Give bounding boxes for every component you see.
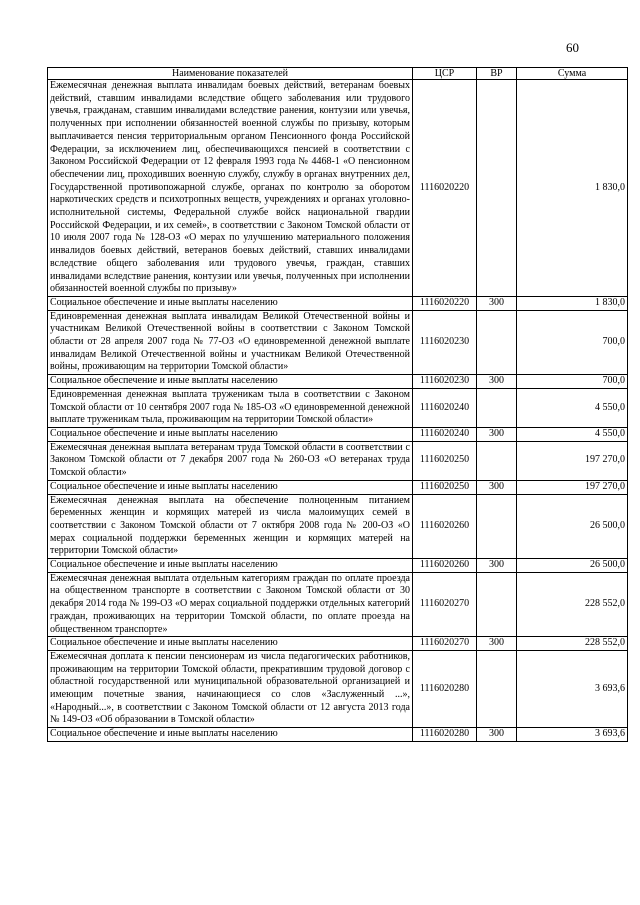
row-vr: 300 [477, 728, 517, 742]
row-csr: 1116020260 [413, 494, 477, 559]
header-csr: ЦСР [413, 68, 477, 80]
row-name: Социальное обеспечение и иные выплаты населению [48, 375, 413, 389]
row-vr [477, 494, 517, 559]
header-name: Наименование показателей [48, 68, 413, 80]
row-sum: 1 830,0 [517, 80, 628, 297]
row-name: Социальное обеспечение и иные выплаты населению [48, 480, 413, 494]
row-name: Ежемесячная денежная выплата на обеспечение полноценным питанием беременных женщин и кормящих матерей из числа малоимущих семей в соответствии с Законом Томской области от 7 октября 2008 года № 200-ОЗ «О мерах социальной поддержки беременных женщин и кормящих матерей на территории Томской области» [48, 494, 413, 559]
row-vr [477, 650, 517, 727]
budget-table [47, 67, 628, 742]
table-row [48, 494, 628, 559]
row-sum: 197 270,0 [517, 441, 628, 480]
row-csr: 1116020250 [413, 441, 477, 480]
row-name: Социальное обеспечение и иные выплаты населению [48, 637, 413, 651]
row-sum: 700,0 [517, 375, 628, 389]
table-row [48, 637, 628, 651]
row-sum: 26 500,0 [517, 559, 628, 573]
row-csr: 1116020240 [413, 388, 477, 427]
header-vr: ВР [477, 68, 517, 80]
table-row [48, 310, 628, 375]
row-sum: 4 550,0 [517, 427, 628, 441]
row-name: Социальное обеспечение и иные выплаты населению [48, 296, 413, 310]
table-row [48, 441, 628, 480]
row-name: Ежемесячная денежная выплата отдельным категориям граждан по оплате проезда на общественном транспорте в соответствии с Законом Томской области от 30 декабря 2014 года № 199-ОЗ «О мерах социальной поддержки отдельных категорий граждан, проживающих на территории Томской области, по оплате проезда на общественном транспорте» [48, 572, 413, 637]
row-csr: 1116020230 [413, 375, 477, 389]
row-vr [477, 80, 517, 297]
row-sum: 228 552,0 [517, 637, 628, 651]
row-sum: 700,0 [517, 310, 628, 375]
row-sum: 3 693,6 [517, 650, 628, 727]
row-vr: 300 [477, 375, 517, 389]
row-name: Ежемесячная денежная выплата ветеранам труда Томской области в соответствии с Законом Томской области от 7 декабря 2007 года № 260-ОЗ «О ветеранах труда Томской области» [48, 441, 413, 480]
row-csr: 1116020220 [413, 296, 477, 310]
row-csr: 1116020270 [413, 572, 477, 637]
row-name: Единовременная денежная выплата инвалидам Великой Отечественной войны и участникам Великой Отечественной войны в соответствии с Законом Томской области от 28 апреля 2007 года № 77-ОЗ «О единовременной денежной выплате инвалидам Великой Отечественной войны и участникам Великой Отечественной войны, проживающим на территории Томской области» [48, 310, 413, 375]
row-sum: 1 830,0 [517, 296, 628, 310]
row-vr: 300 [477, 480, 517, 494]
table-row [48, 388, 628, 427]
row-csr: 1116020280 [413, 650, 477, 727]
row-vr [477, 388, 517, 427]
row-name: Единовременная денежная выплата труженикам тыла в соответствии с Законом Томской области от 10 сентября 2007 года № 185-ОЗ «О единовременной денежной выплате труженикам тыла, проживающим на территории Томской области» [48, 388, 413, 427]
row-vr [477, 572, 517, 637]
row-vr: 300 [477, 637, 517, 651]
header-sum: Сумма [517, 68, 628, 80]
row-vr: 300 [477, 427, 517, 441]
table-row [48, 650, 628, 727]
row-sum: 4 550,0 [517, 388, 628, 427]
row-sum: 228 552,0 [517, 572, 628, 637]
table-row [48, 728, 628, 742]
row-csr: 1116020230 [413, 310, 477, 375]
row-name: Социальное обеспечение и иные выплаты населению [48, 728, 413, 742]
row-name: Ежемесячная доплата к пенсии пенсионерам из числа педагогических работников, проживающим на территории Томской области, прекратившим трудовой договор с областной государственной или муниципальной образовательной организацией и имеющим почетные звания, начинающиеся со слов «Заслуженный ...», «Народный...», в соответствии с Законом Томской области от 12 августа 2013 года № 149-ОЗ «Об образовании в Томской области» [48, 650, 413, 727]
table-row [48, 375, 628, 389]
table-row [48, 480, 628, 494]
row-csr: 1116020250 [413, 480, 477, 494]
row-csr: 1116020240 [413, 427, 477, 441]
table-row [48, 296, 628, 310]
row-vr: 300 [477, 559, 517, 573]
row-name: Социальное обеспечение и иные выплаты населению [48, 427, 413, 441]
row-sum: 3 693,6 [517, 728, 628, 742]
page-number: 60 [566, 40, 579, 55]
table-row [48, 80, 628, 297]
table-row [48, 572, 628, 637]
row-csr: 1116020270 [413, 637, 477, 651]
row-vr [477, 441, 517, 480]
row-vr [477, 310, 517, 375]
table-header-row [48, 68, 628, 80]
row-csr: 1116020220 [413, 80, 477, 297]
table-row [48, 559, 628, 573]
row-sum: 197 270,0 [517, 480, 628, 494]
row-csr: 1116020260 [413, 559, 477, 573]
row-csr: 1116020280 [413, 728, 477, 742]
row-name: Ежемесячная денежная выплата инвалидам боевых действий, ветеранам боевых действий, ставшим инвалидами вследствие общего заболевания или трудового увечья, гражданам, ставшим инвалидами вследствие ранения, контузии или увечья, полученных при исполнении обязанностей военной службы по призыву, которым выплачивается пенсия территориальным органом Пенсионного фонда Российской Федерации, за исключением лиц, обеспечивающихся пенсией в соответствии с Законом Российской Федерации от 12 февраля 1993 года № 4468-1 «О пенсионном обеспечении лиц, проходивших военную службу, службу в органах внутренних дел, Государственной противопожарной службе, органах по контролю за оборотом наркотических средств и психотропных веществ, учреждениях и органах уголовно-исполнительной системы, Федеральной службе войск национальной гвардии Российской Федерации, и их семей», в соответствии с Законом Томской области от 10 июля 2007 года № 128-ОЗ «О мерах по улучшению материального положения инвалидов боевых действий, ветеранов боевых действий, ставших инвалидами вследствие общего заболевания или трудового увечья, граждан, ставших инвалидами вследствие ранения, контузии или увечья, полученных при исполнении обязанностей военной службы по призыву» [48, 80, 413, 297]
row-sum: 26 500,0 [517, 494, 628, 559]
row-vr: 300 [477, 296, 517, 310]
table-row [48, 427, 628, 441]
row-name: Социальное обеспечение и иные выплаты населению [48, 559, 413, 573]
